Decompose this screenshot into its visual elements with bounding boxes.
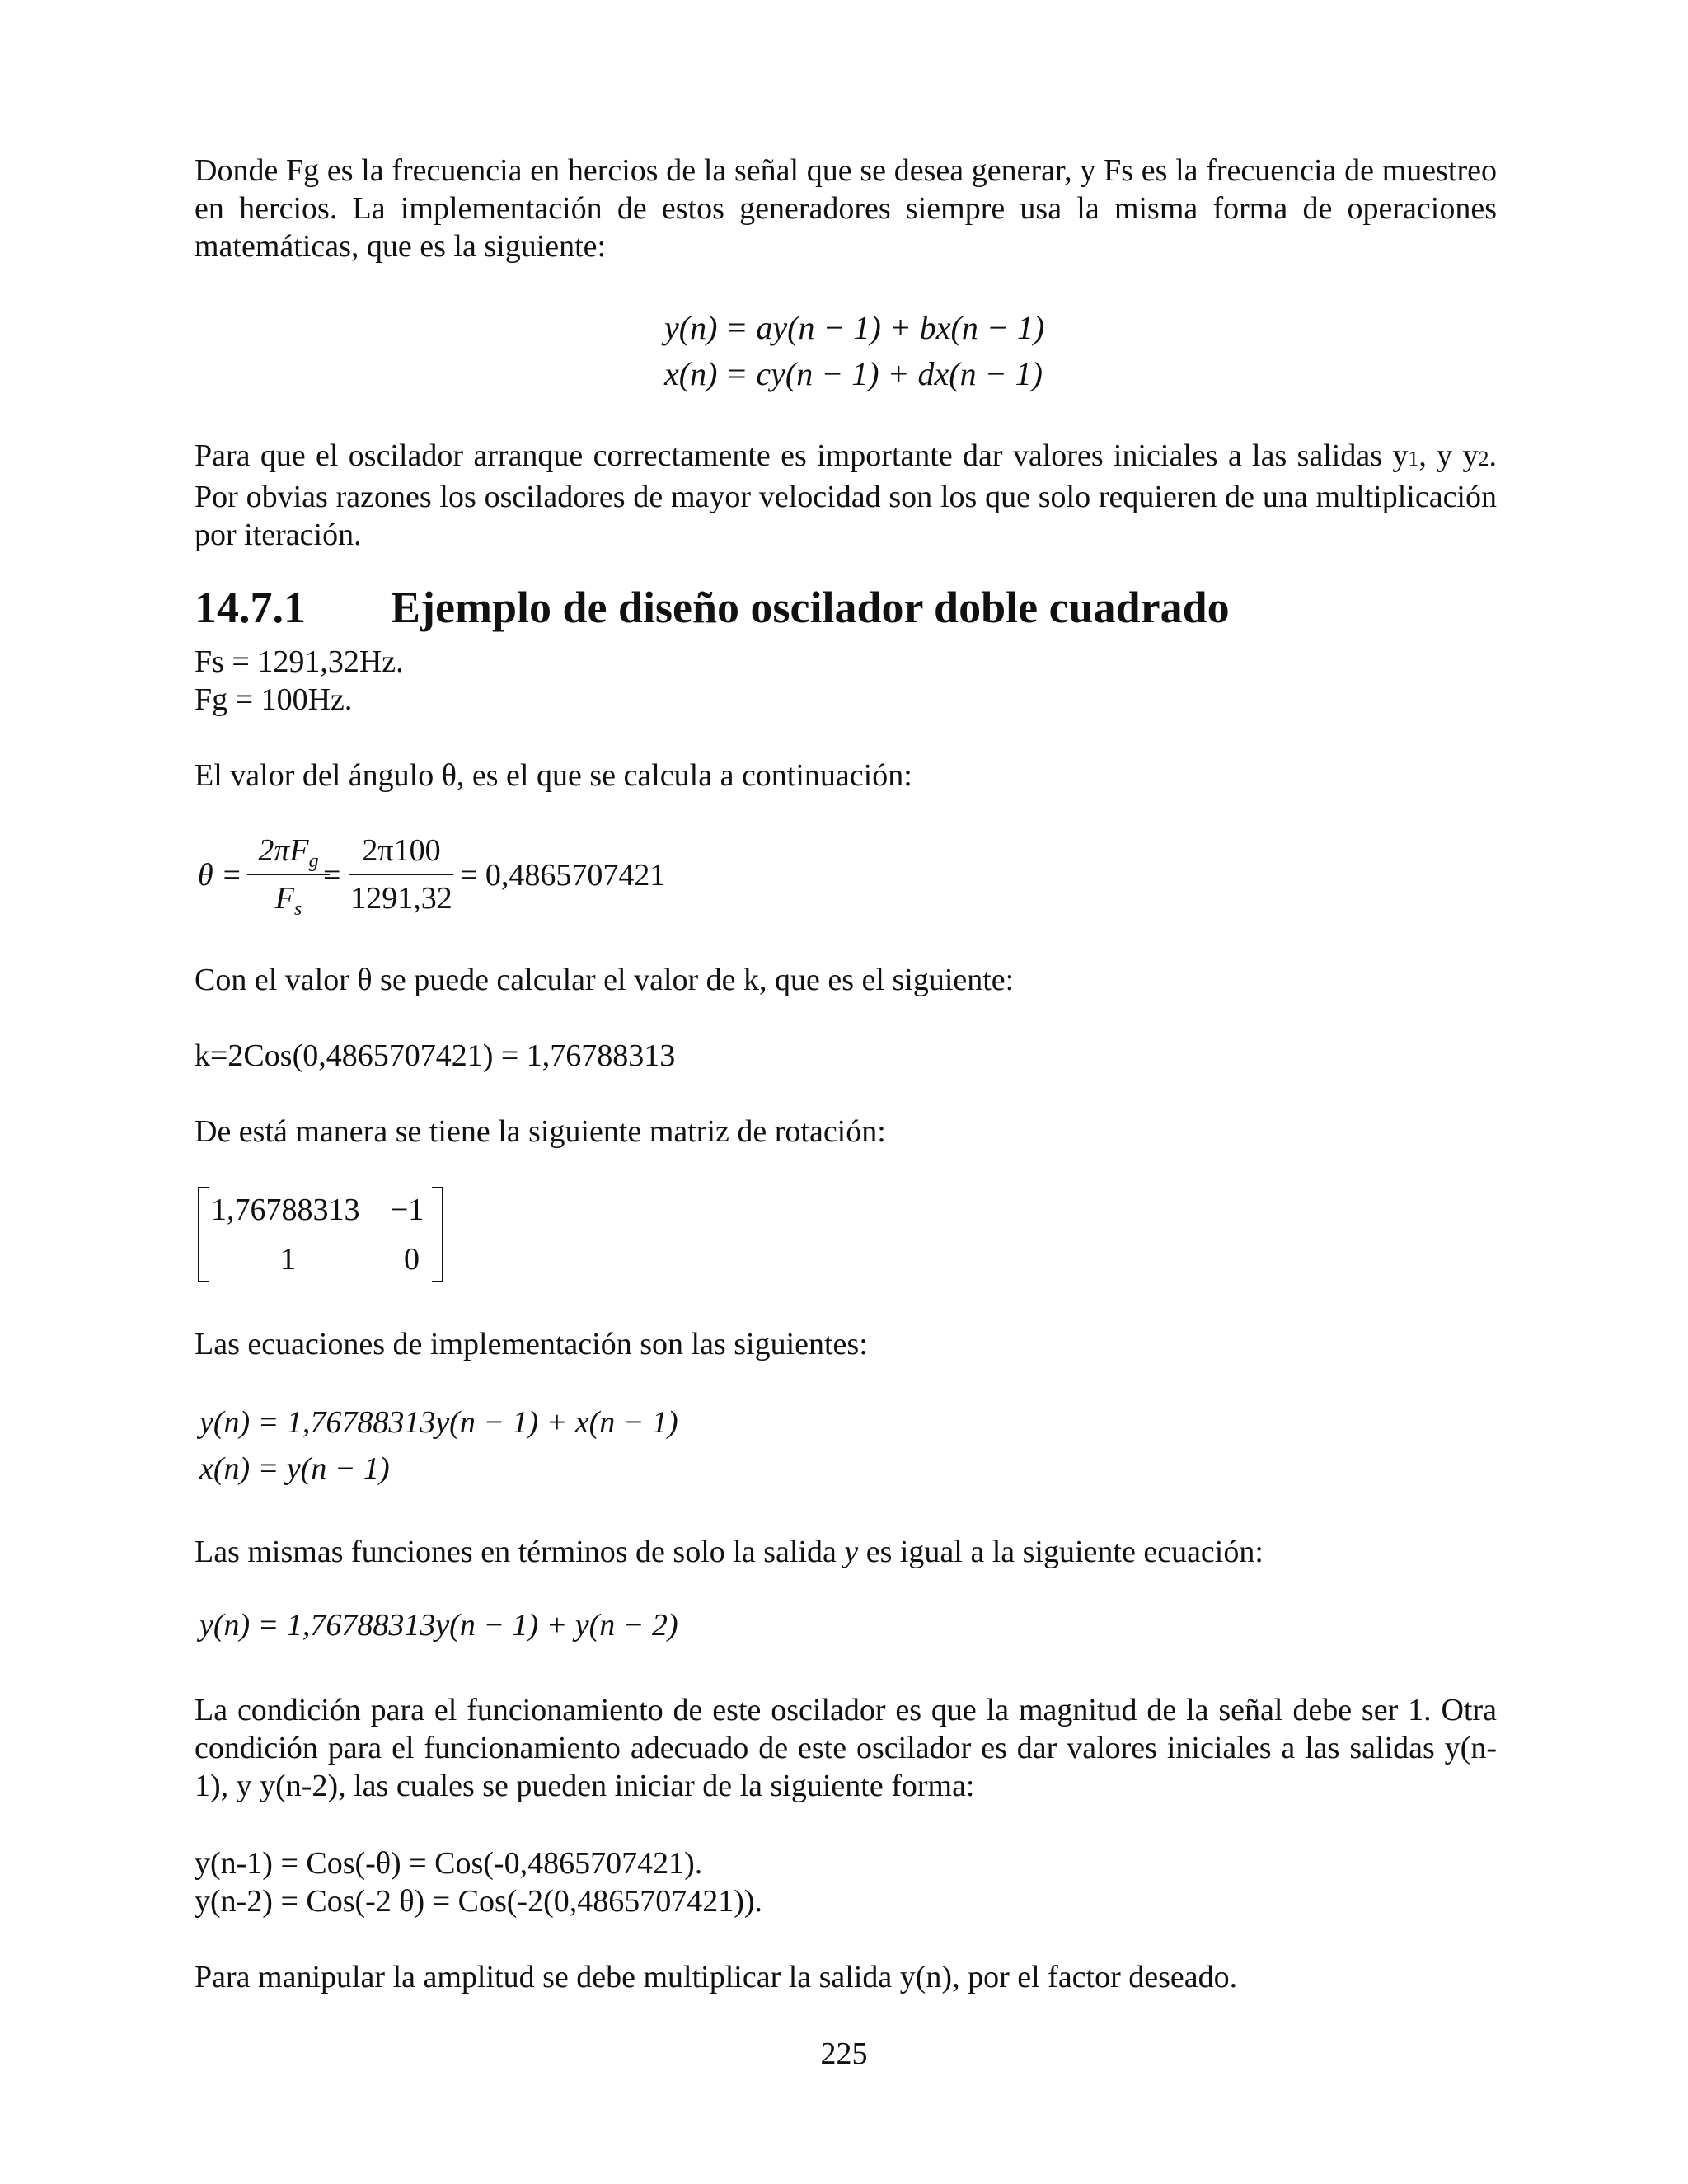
oscillator-text-c: . Por obvias razones los osciladores de mayor velocidad son los que solo requieren de una multiplicación por iteración.: [195, 438, 1497, 552]
condition-paragraph: La condición para el funcionamiento de este oscilador es que la magnitud de la señal debe ser 1. Otra condición para el funcionamiento adecuado de este oscilador es dar valores iniciales a las salidas y(n-1), y y(n-2), las cuales se pueden iniciar de la siguiente forma:: [195, 1693, 1497, 1803]
matrix-right-bracket: [432, 1187, 443, 1282]
matrix-intro: De está manera se tiene la siguiente matriz de rotación:: [195, 1114, 886, 1149]
oscillator-text-b: , y y: [1418, 438, 1479, 473]
single-output-equation: y(n) = 1,76788313y(n − 1) + y(n − 2): [199, 1608, 678, 1643]
theta-lhs: θ =: [198, 858, 242, 893]
general-equation-x: x(n) = cy(n − 1) + dx(n − 1): [664, 355, 1043, 392]
fs-parameter: Fs = 1291,32Hz.: [195, 644, 404, 679]
subscript-1: 1: [1408, 447, 1419, 471]
fraction-bar-1: [247, 874, 330, 875]
subscript-2: 2: [1478, 447, 1489, 471]
initial-value-2: y(n-2) = Cos(-2 θ) = Cos(-2(0,4865707421)).: [195, 1884, 763, 1919]
theta-result: = 0,4865707421: [460, 858, 666, 893]
general-equation-y: y(n) = ay(n − 1) + bx(n − 1): [664, 309, 1045, 346]
matrix-r1c2: −1: [391, 1193, 424, 1227]
theta-den2: 1291,32: [350, 881, 452, 916]
fraction-bar-2: [349, 874, 453, 875]
theta-num1: $2\pi F_g$: [258, 833, 319, 872]
fg-parameter: Fg = 100Hz.: [195, 682, 353, 717]
amplitude-note: Para manipular la amplitud se debe multiplicar la salida y(n), por el factor deseado.: [195, 1960, 1238, 1994]
implementation-equation-x: x(n) = y(n − 1): [199, 1451, 390, 1486]
section-title: Ejemplo de diseño oscilador doble cuadrado: [391, 583, 1230, 632]
initial-value-1: y(n-1) = Cos(-θ) = Cos(-0,4865707421).: [195, 1846, 703, 1881]
matrix-left-bracket: [198, 1187, 209, 1282]
matrix-r2c1: 1: [280, 1242, 296, 1277]
matrix-r2c2: 0: [404, 1242, 420, 1277]
section-number: 14.7.1: [195, 583, 306, 632]
implementation-intro: Las ecuaciones de implementación son las siguientes:: [195, 1327, 868, 1361]
k-equation: k=2Cos(0,4865707421) = 1,76788313: [195, 1038, 676, 1073]
page-number: 225: [820, 2036, 868, 2071]
single-output-intro: Las mismas funciones en términos de solo la salida y es igual a la siguiente ecuación:: [195, 1535, 1264, 1569]
theta-num2: 2π100: [362, 833, 441, 868]
theta-den1: $F_s$: [274, 881, 302, 920]
implementation-equation-y: y(n) = 1,76788313y(n − 1) + x(n − 1): [199, 1405, 678, 1440]
matrix-r1c1: 1,76788313: [211, 1193, 360, 1227]
intro-paragraph: Donde Fg es la frecuencia en hercios de la señal que se desea generar, y Fs es la frecuencia de muestreo en hercios. La implementación de estos generadores siempre usa la misma forma de operaciones matemáticas, que es la siguiente:: [195, 153, 1497, 264]
theta-eq-mid: =: [323, 858, 341, 893]
oscillator-start-paragraph: [195, 437, 1497, 554]
angle-intro: El valor del ángulo θ, es el que se calcula a continuación:: [195, 758, 912, 793]
k-intro: Con el valor θ se puede calcular el valor de k, que es el siguiente:: [195, 963, 1015, 997]
oscillator-text-a: Para que el oscilador arranque correctamente es importante dar valores iniciales a las salidas y: [195, 438, 1409, 473]
